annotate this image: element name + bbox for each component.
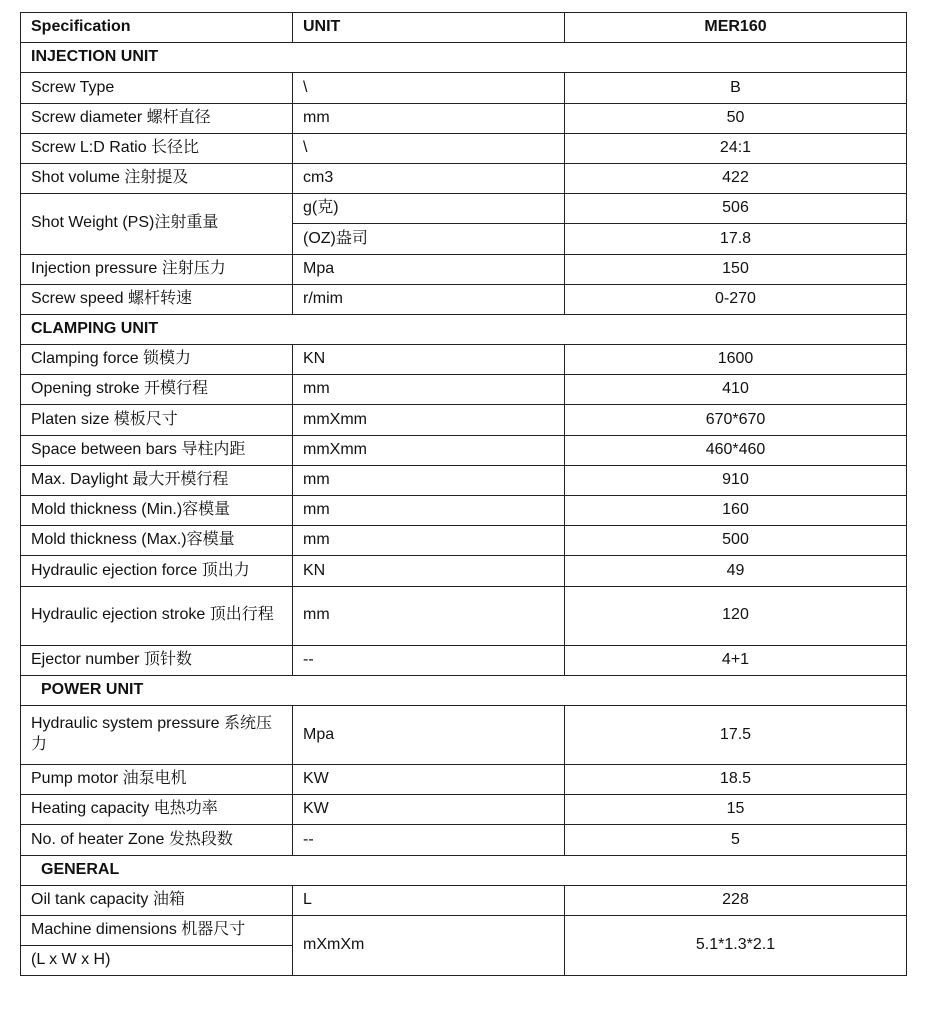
table-row [21, 73, 907, 103]
section-row-power [21, 675, 907, 705]
spec-label: Screw diameter 螺杆直径 [21, 103, 293, 133]
spec-unit: KW [293, 764, 565, 794]
spec-value: 160 [565, 496, 907, 526]
spec-value: 15 [565, 795, 907, 825]
spec-unit: mm [293, 103, 565, 133]
section-row-general [21, 855, 907, 885]
spec-label: Mold thickness (Min.)容模量 [21, 496, 293, 526]
section-title-clamping: CLAMPING UNIT [21, 314, 907, 344]
spec-unit: L [293, 885, 565, 915]
spec-label: Screw L:D Ratio 长径比 [21, 133, 293, 163]
spec-unit: Mpa [293, 254, 565, 284]
spec-label: Shot volume 注射提及 [21, 163, 293, 193]
spec-value: 5 [565, 825, 907, 855]
table-row [21, 915, 907, 945]
table-row [21, 465, 907, 495]
spec-value: 1600 [565, 345, 907, 375]
spec-value: 228 [565, 885, 907, 915]
spec-value: 422 [565, 163, 907, 193]
spec-unit: \ [293, 73, 565, 103]
table-row [21, 345, 907, 375]
spec-value: 49 [565, 556, 907, 586]
spec-label: Hydraulic ejection force 顶出力 [21, 556, 293, 586]
header-unit: UNIT [293, 13, 565, 43]
spec-label: Heating capacity 电热功率 [21, 795, 293, 825]
spec-value: 24:1 [565, 133, 907, 163]
spec-value: B [565, 73, 907, 103]
spec-value: 50 [565, 103, 907, 133]
table-row [21, 254, 907, 284]
spec-label: Oil tank capacity 油箱 [21, 885, 293, 915]
spec-label: No. of heater Zone 发热段数 [21, 825, 293, 855]
spec-value: 500 [565, 526, 907, 556]
header-specification: Specification [21, 13, 293, 43]
spec-unit: \ [293, 133, 565, 163]
spec-unit: mXmXm [293, 915, 565, 975]
spec-unit: mmXmm [293, 435, 565, 465]
spec-label: Screw speed 螺杆转速 [21, 284, 293, 314]
section-title-general: GENERAL [21, 855, 907, 885]
table-row [21, 764, 907, 794]
spec-value: 670*670 [565, 405, 907, 435]
table-row [21, 496, 907, 526]
spec-unit: mm [293, 465, 565, 495]
spec-value: 910 [565, 465, 907, 495]
spec-unit: KN [293, 345, 565, 375]
section-row-clamping [21, 314, 907, 344]
table-row [21, 556, 907, 586]
spec-label-sub: (L x W x H) [21, 946, 293, 976]
header-row [21, 13, 907, 43]
table-row [21, 885, 907, 915]
table-row [21, 825, 907, 855]
table-row [21, 133, 907, 163]
table-row [21, 435, 907, 465]
spec-value: 4+1 [565, 645, 907, 675]
spec-label: Pump motor 油泵电机 [21, 764, 293, 794]
spec-value: 18.5 [565, 764, 907, 794]
spec-unit: Mpa [293, 705, 565, 764]
spec-label: Opening stroke 开模行程 [21, 375, 293, 405]
spec-label: Injection pressure 注射压力 [21, 254, 293, 284]
spec-label: Machine dimensions 机器尺寸 [21, 915, 293, 945]
spec-label: Mold thickness (Max.)容模量 [21, 526, 293, 556]
table-row [21, 405, 907, 435]
spec-value: 150 [565, 254, 907, 284]
table-row [21, 194, 907, 224]
spec-value: 120 [565, 586, 907, 645]
spec-unit: g(克) [293, 194, 565, 224]
table-row [21, 375, 907, 405]
table-row [21, 586, 907, 645]
spec-value: 460*460 [565, 435, 907, 465]
table-row [21, 526, 907, 556]
spec-unit: -- [293, 645, 565, 675]
spec-unit: cm3 [293, 163, 565, 193]
spec-label: Hydraulic ejection stroke 顶出行程 [21, 586, 293, 645]
spec-value: 0-270 [565, 284, 907, 314]
table-row [21, 795, 907, 825]
spec-table [20, 12, 907, 976]
spec-unit: mm [293, 586, 565, 645]
spec-unit: mm [293, 526, 565, 556]
table-row [21, 645, 907, 675]
spec-value: 506 [565, 194, 907, 224]
spec-label: Clamping force 锁模力 [21, 345, 293, 375]
spec-unit: r/mim [293, 284, 565, 314]
section-title-power: POWER UNIT [21, 675, 907, 705]
spec-label: Shot Weight (PS)注射重量 [21, 194, 293, 254]
spec-label: Hydraulic system pressure 系统压力 [21, 705, 293, 764]
spec-value: 17.8 [565, 224, 907, 254]
table-row [21, 705, 907, 764]
spec-label: Platen size 模板尺寸 [21, 405, 293, 435]
spec-unit: KW [293, 795, 565, 825]
table-row [21, 284, 907, 314]
spec-value: 17.5 [565, 705, 907, 764]
spec-label: Max. Daylight 最大开模行程 [21, 465, 293, 495]
spec-value: 5.1*1.3*2.1 [565, 915, 907, 975]
spec-label: Screw Type [21, 73, 293, 103]
table-row [21, 103, 907, 133]
header-model: MER160 [565, 13, 907, 43]
table-row [21, 163, 907, 193]
spec-label: Ejector number 顶针数 [21, 645, 293, 675]
section-title-injection: INJECTION UNIT [21, 43, 907, 73]
spec-unit: mm [293, 375, 565, 405]
spec-unit: mm [293, 496, 565, 526]
spec-unit: (OZ)盎司 [293, 224, 565, 254]
spec-unit: -- [293, 825, 565, 855]
section-row-injection [21, 43, 907, 73]
spec-value: 410 [565, 375, 907, 405]
spec-unit: KN [293, 556, 565, 586]
spec-unit: mmXmm [293, 405, 565, 435]
spec-label: Space between bars 导柱内距 [21, 435, 293, 465]
